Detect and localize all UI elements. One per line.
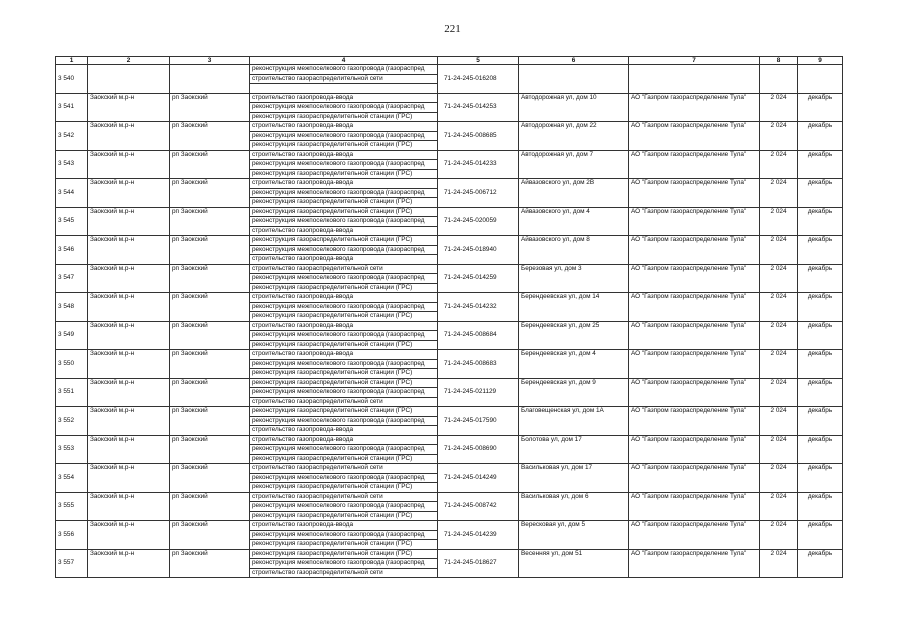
page-number: 221 [444,23,461,35]
row-number: 3 557 [56,549,88,578]
row-number: 3 541 [56,93,88,122]
row-number: 3 547 [56,264,88,293]
registry-table [55,56,843,578]
month-cell: декабрь [798,435,843,464]
district-cell [88,65,170,94]
object-id-cell: 71-24-245-021129 [438,378,519,407]
works-cell: реконструкция межпоселкового газопровода (газораспред [250,217,438,227]
works-cell: строительство газопровода-ввода [250,426,438,436]
object-id-cell: 71-24-245-014249 [438,464,519,493]
year-cell: 2 024 [760,264,798,293]
address-cell: Берендеевская ул, дом 9 [519,378,629,407]
header-cell: 5 [438,57,519,65]
address-cell [519,65,629,94]
address-cell: Благовещенская ул, дом 1А [519,407,629,436]
object-id-cell: 71-24-245-008685 [438,122,519,151]
settlement-cell: рп Заокский [170,236,250,265]
works-cell: реконструкция межпоселкового газопровода (газораспред [250,131,438,141]
works-cell: реконструкция межпоселкового газопровода (газораспред [250,359,438,369]
settlement-cell: рп Заокский [170,435,250,464]
district-cell: Заокский м.р-н [88,207,170,236]
row-number: 3 555 [56,492,88,521]
month-cell: декабрь [798,93,843,122]
object-id-cell: 71-24-245-014232 [438,293,519,322]
organization-cell: АО "Газпром газораспределение Тула" [629,435,760,464]
settlement-cell: рп Заокский [170,179,250,208]
settlement-cell: рп Заокский [170,378,250,407]
table-row [56,150,843,160]
year-cell: 2 024 [760,549,798,578]
month-cell: декабрь [798,293,843,322]
works-cell: реконструкция газораспределительной станции (ГРС) [250,483,438,493]
district-cell: Заокский м.р-н [88,464,170,493]
district-cell: Заокский м.р-н [88,321,170,350]
row-number: 3 553 [56,435,88,464]
works-cell: реконструкция межпоселкового газопровода (газораспред [250,502,438,512]
settlement-cell: рп Заокский [170,407,250,436]
works-cell: реконструкция газораспределительной станции (ГРС) [250,312,438,322]
works-cell: строительство газораспределительной сети [250,464,438,474]
settlement-cell: рп Заокский [170,521,250,550]
month-cell: декабрь [798,350,843,379]
table-row [56,65,843,75]
works-cell: строительство газораспределительной сети [250,492,438,502]
object-id-cell: 71-24-245-020059 [438,207,519,236]
works-cell: реконструкция газораспределительной станции (ГРС) [250,236,438,246]
object-id-cell: 71-24-245-008690 [438,435,519,464]
address-cell: Айвазовского ул, дом 8 [519,236,629,265]
works-cell: реконструкция газораспределительной станции (ГРС) [250,511,438,521]
organization-cell: АО "Газпром газораспределение Тула" [629,236,760,265]
district-cell: Заокский м.р-н [88,293,170,322]
year-cell: 2 024 [760,236,798,265]
year-cell: 2 024 [760,150,798,179]
district-cell: Заокский м.р-н [88,549,170,578]
address-cell: Болотова ул, дом 17 [519,435,629,464]
organization-cell: АО "Газпром газораспределение Тула" [629,521,760,550]
month-cell: декабрь [798,236,843,265]
address-cell: Васильковая ул, дом 17 [519,464,629,493]
object-id-cell: 71-24-245-018940 [438,236,519,265]
object-id-cell: 71-24-245-006712 [438,179,519,208]
works-cell: строительство газораспределительной сети [250,568,438,578]
table-row [56,492,843,502]
year-cell: 2 024 [760,435,798,464]
year-cell: 2 024 [760,179,798,208]
organization-cell: АО "Газпром газораспределение Тула" [629,122,760,151]
year-cell: 2 024 [760,350,798,379]
year-cell: 2 024 [760,321,798,350]
table-row [56,293,843,303]
year-cell: 2 024 [760,492,798,521]
year-cell: 2 024 [760,464,798,493]
table-row [56,407,843,417]
header-cell: 4 [250,57,438,65]
table-row [56,549,843,559]
organization-cell: АО "Газпром газораспределение Тула" [629,264,760,293]
works-cell: реконструкция газораспределительной станции (ГРС) [250,283,438,293]
works-cell: реконструкция газораспределительной станции (ГРС) [250,207,438,217]
table-row [56,435,843,445]
organization-cell: АО "Газпром газораспределение Тула" [629,179,760,208]
month-cell [798,65,843,94]
works-cell: реконструкция газораспределительной станции (ГРС) [250,540,438,550]
works-cell: реконструкция газораспределительной станции (ГРС) [250,198,438,208]
works-cell: строительство газопровода-ввода [250,293,438,303]
district-cell: Заокский м.р-н [88,378,170,407]
organization-cell: АО "Газпром газораспределение Тула" [629,93,760,122]
object-id-cell: 71-24-245-017590 [438,407,519,436]
table-row [56,350,843,360]
works-cell: строительство газораспределительной сети [250,74,438,84]
works-cell [250,84,438,94]
district-cell: Заокский м.р-н [88,264,170,293]
works-cell: реконструкция межпоселкового газопровода (газораспред [250,65,438,75]
works-cell: строительство газопровода-ввода [250,521,438,531]
works-cell: реконструкция газораспределительной станции (ГРС) [250,454,438,464]
header-cell: 1 [56,57,88,65]
works-cell: реконструкция межпоселкового газопровода (газораспред [250,302,438,312]
works-cell: строительство газопровода-ввода [250,150,438,160]
organization-cell: АО "Газпром газораспределение Тула" [629,378,760,407]
header-cell: 3 [170,57,250,65]
row-number: 3 549 [56,321,88,350]
address-cell: Берендеевская ул, дом 25 [519,321,629,350]
table-row [56,207,843,217]
works-cell: реконструкция межпоселкового газопровода (газораспред [250,445,438,455]
organization-cell [629,65,760,94]
table-row [56,321,843,331]
organization-cell: АО "Газпром газораспределение Тула" [629,350,760,379]
district-cell: Заокский м.р-н [88,435,170,464]
address-cell: Автодорожная ул, дом 10 [519,93,629,122]
works-cell: строительство газопровода-ввода [250,122,438,132]
settlement-cell [170,65,250,94]
works-cell: реконструкция межпоселкового газопровода (газораспред [250,331,438,341]
table-row [56,521,843,531]
table-row [56,179,843,189]
month-cell: декабрь [798,207,843,236]
header-cell: 6 [519,57,629,65]
address-cell: Вересковая ул, дом 5 [519,521,629,550]
table-row [56,464,843,474]
works-cell: реконструкция газораспределительной станции (ГРС) [250,407,438,417]
works-cell: реконструкция межпоселкового газопровода (газораспред [250,188,438,198]
object-id-cell: 71-24-245-008683 [438,350,519,379]
works-cell: строительство газопровода-ввода [250,350,438,360]
works-cell: строительство газораспределительной сети [250,397,438,407]
settlement-cell: рп Заокский [170,350,250,379]
header-cell: 9 [798,57,843,65]
works-cell: реконструкция газораспределительной станции (ГРС) [250,141,438,151]
works-cell: реконструкция межпоселкового газопровода (газораспред [250,103,438,113]
object-id-cell: 71-24-245-014253 [438,93,519,122]
object-id-cell: 71-24-245-018627 [438,549,519,578]
address-cell: Айвазовского ул, дом 4 [519,207,629,236]
object-id-cell: 71-24-245-014239 [438,521,519,550]
address-cell: Автодорожная ул, дом 7 [519,150,629,179]
settlement-cell: рп Заокский [170,492,250,521]
settlement-cell: рп Заокский [170,549,250,578]
month-cell: декабрь [798,464,843,493]
year-cell: 2 024 [760,378,798,407]
object-id-cell: 71-24-245-014259 [438,264,519,293]
works-cell: реконструкция газораспределительной станции (ГРС) [250,549,438,559]
works-cell: реконструкция межпоселкового газопровода (газораспред [250,530,438,540]
header-cell: 7 [629,57,760,65]
works-cell: реконструкция межпоселкового газопровода (газораспред [250,473,438,483]
settlement-cell: рп Заокский [170,464,250,493]
year-cell: 2 024 [760,207,798,236]
month-cell: декабрь [798,321,843,350]
row-number: 3 545 [56,207,88,236]
table-body [56,57,843,578]
address-cell: Березовая ул, дом 3 [519,264,629,293]
district-cell: Заокский м.р-н [88,521,170,550]
row-number: 3 548 [56,293,88,322]
row-number: 3 552 [56,407,88,436]
year-cell: 2 024 [760,407,798,436]
works-cell: строительство газопровода-ввода [250,321,438,331]
works-cell: строительство газопровода-ввода [250,255,438,265]
works-cell: реконструкция межпоселкового газопровода (газораспред [250,274,438,284]
settlement-cell: рп Заокский [170,321,250,350]
settlement-cell: рп Заокский [170,293,250,322]
organization-cell: АО "Газпром газораспределение Тула" [629,549,760,578]
object-id-cell: 71-24-245-014233 [438,150,519,179]
district-cell: Заокский м.р-н [88,179,170,208]
district-cell: Заокский м.р-н [88,407,170,436]
settlement-cell: рп Заокский [170,150,250,179]
works-cell: строительство газопровода-ввода [250,93,438,103]
table-row [56,122,843,132]
works-cell: реконструкция газораспределительной станции (ГРС) [250,169,438,179]
header-row [56,57,843,65]
row-number: 3 546 [56,236,88,265]
table-row [56,264,843,274]
address-cell: Весенняя ул, дом 51 [519,549,629,578]
works-cell: строительство газопровода-ввода [250,226,438,236]
row-number: 3 556 [56,521,88,550]
district-cell: Заокский м.р-н [88,236,170,265]
address-cell: Автодорожная ул, дом 22 [519,122,629,151]
row-number: 3 542 [56,122,88,151]
organization-cell: АО "Газпром газораспределение Тула" [629,407,760,436]
table-row [56,378,843,388]
works-cell: реконструкция газораспределительной станции (ГРС) [250,112,438,122]
year-cell [760,65,798,94]
year-cell: 2 024 [760,521,798,550]
row-number: 3 554 [56,464,88,493]
year-cell: 2 024 [760,122,798,151]
works-cell: строительство газопровода-ввода [250,179,438,189]
header-cell: 8 [760,57,798,65]
row-number: 3 550 [56,350,88,379]
row-number: 3 543 [56,150,88,179]
row-number: 3 540 [56,65,88,94]
table-row [56,236,843,246]
settlement-cell: рп Заокский [170,122,250,151]
month-cell: декабрь [798,492,843,521]
organization-cell: АО "Газпром газораспределение Тула" [629,464,760,493]
header-cell: 2 [88,57,170,65]
month-cell: декабрь [798,407,843,436]
works-cell: реконструкция межпоселкового газопровода (газораспред [250,559,438,569]
organization-cell: АО "Газпром газораспределение Тула" [629,321,760,350]
works-cell: реконструкция газораспределительной станции (ГРС) [250,369,438,379]
works-cell: реконструкция межпоселкового газопровода (газораспред [250,245,438,255]
table-row [56,93,843,103]
settlement-cell: рп Заокский [170,264,250,293]
organization-cell: АО "Газпром газораспределение Тула" [629,492,760,521]
district-cell: Заокский м.р-н [88,93,170,122]
works-cell: реконструкция межпоселкового газопровода (газораспред [250,416,438,426]
month-cell: декабрь [798,521,843,550]
object-id-cell: 71-24-245-008684 [438,321,519,350]
year-cell: 2 024 [760,93,798,122]
district-cell: Заокский м.р-н [88,150,170,179]
address-cell: Васильковая ул, дом 6 [519,492,629,521]
year-cell: 2 024 [760,293,798,322]
address-cell: Берендеевская ул, дом 14 [519,293,629,322]
settlement-cell: рп Заокский [170,93,250,122]
month-cell: декабрь [798,122,843,151]
month-cell: декабрь [798,378,843,407]
address-cell: Айвазовского ул, дом 2В [519,179,629,208]
works-cell: строительство газопровода-ввода [250,435,438,445]
district-cell: Заокский м.р-н [88,122,170,151]
month-cell: декабрь [798,549,843,578]
organization-cell: АО "Газпром газораспределение Тула" [629,150,760,179]
works-cell: реконструкция газораспределительной станции (ГРС) [250,378,438,388]
district-cell: Заокский м.р-н [88,492,170,521]
row-number: 3 544 [56,179,88,208]
works-cell: реконструкция газораспределительной станции (ГРС) [250,340,438,350]
address-cell: Берендеевская ул, дом 4 [519,350,629,379]
organization-cell: АО "Газпром газораспределение Тула" [629,207,760,236]
works-cell: реконструкция межпоселкового газопровода (газораспред [250,388,438,398]
month-cell: декабрь [798,150,843,179]
works-cell: строительство газораспределительной сети [250,264,438,274]
month-cell: декабрь [798,179,843,208]
district-cell: Заокский м.р-н [88,350,170,379]
object-id-cell: 71-24-245-016208 [438,65,519,94]
settlement-cell: рп Заокский [170,207,250,236]
works-cell: реконструкция межпоселкового газопровода (газораспред [250,160,438,170]
organization-cell: АО "Газпром газораспределение Тула" [629,293,760,322]
month-cell: декабрь [798,264,843,293]
row-number: 3 551 [56,378,88,407]
object-id-cell: 71-24-245-008742 [438,492,519,521]
